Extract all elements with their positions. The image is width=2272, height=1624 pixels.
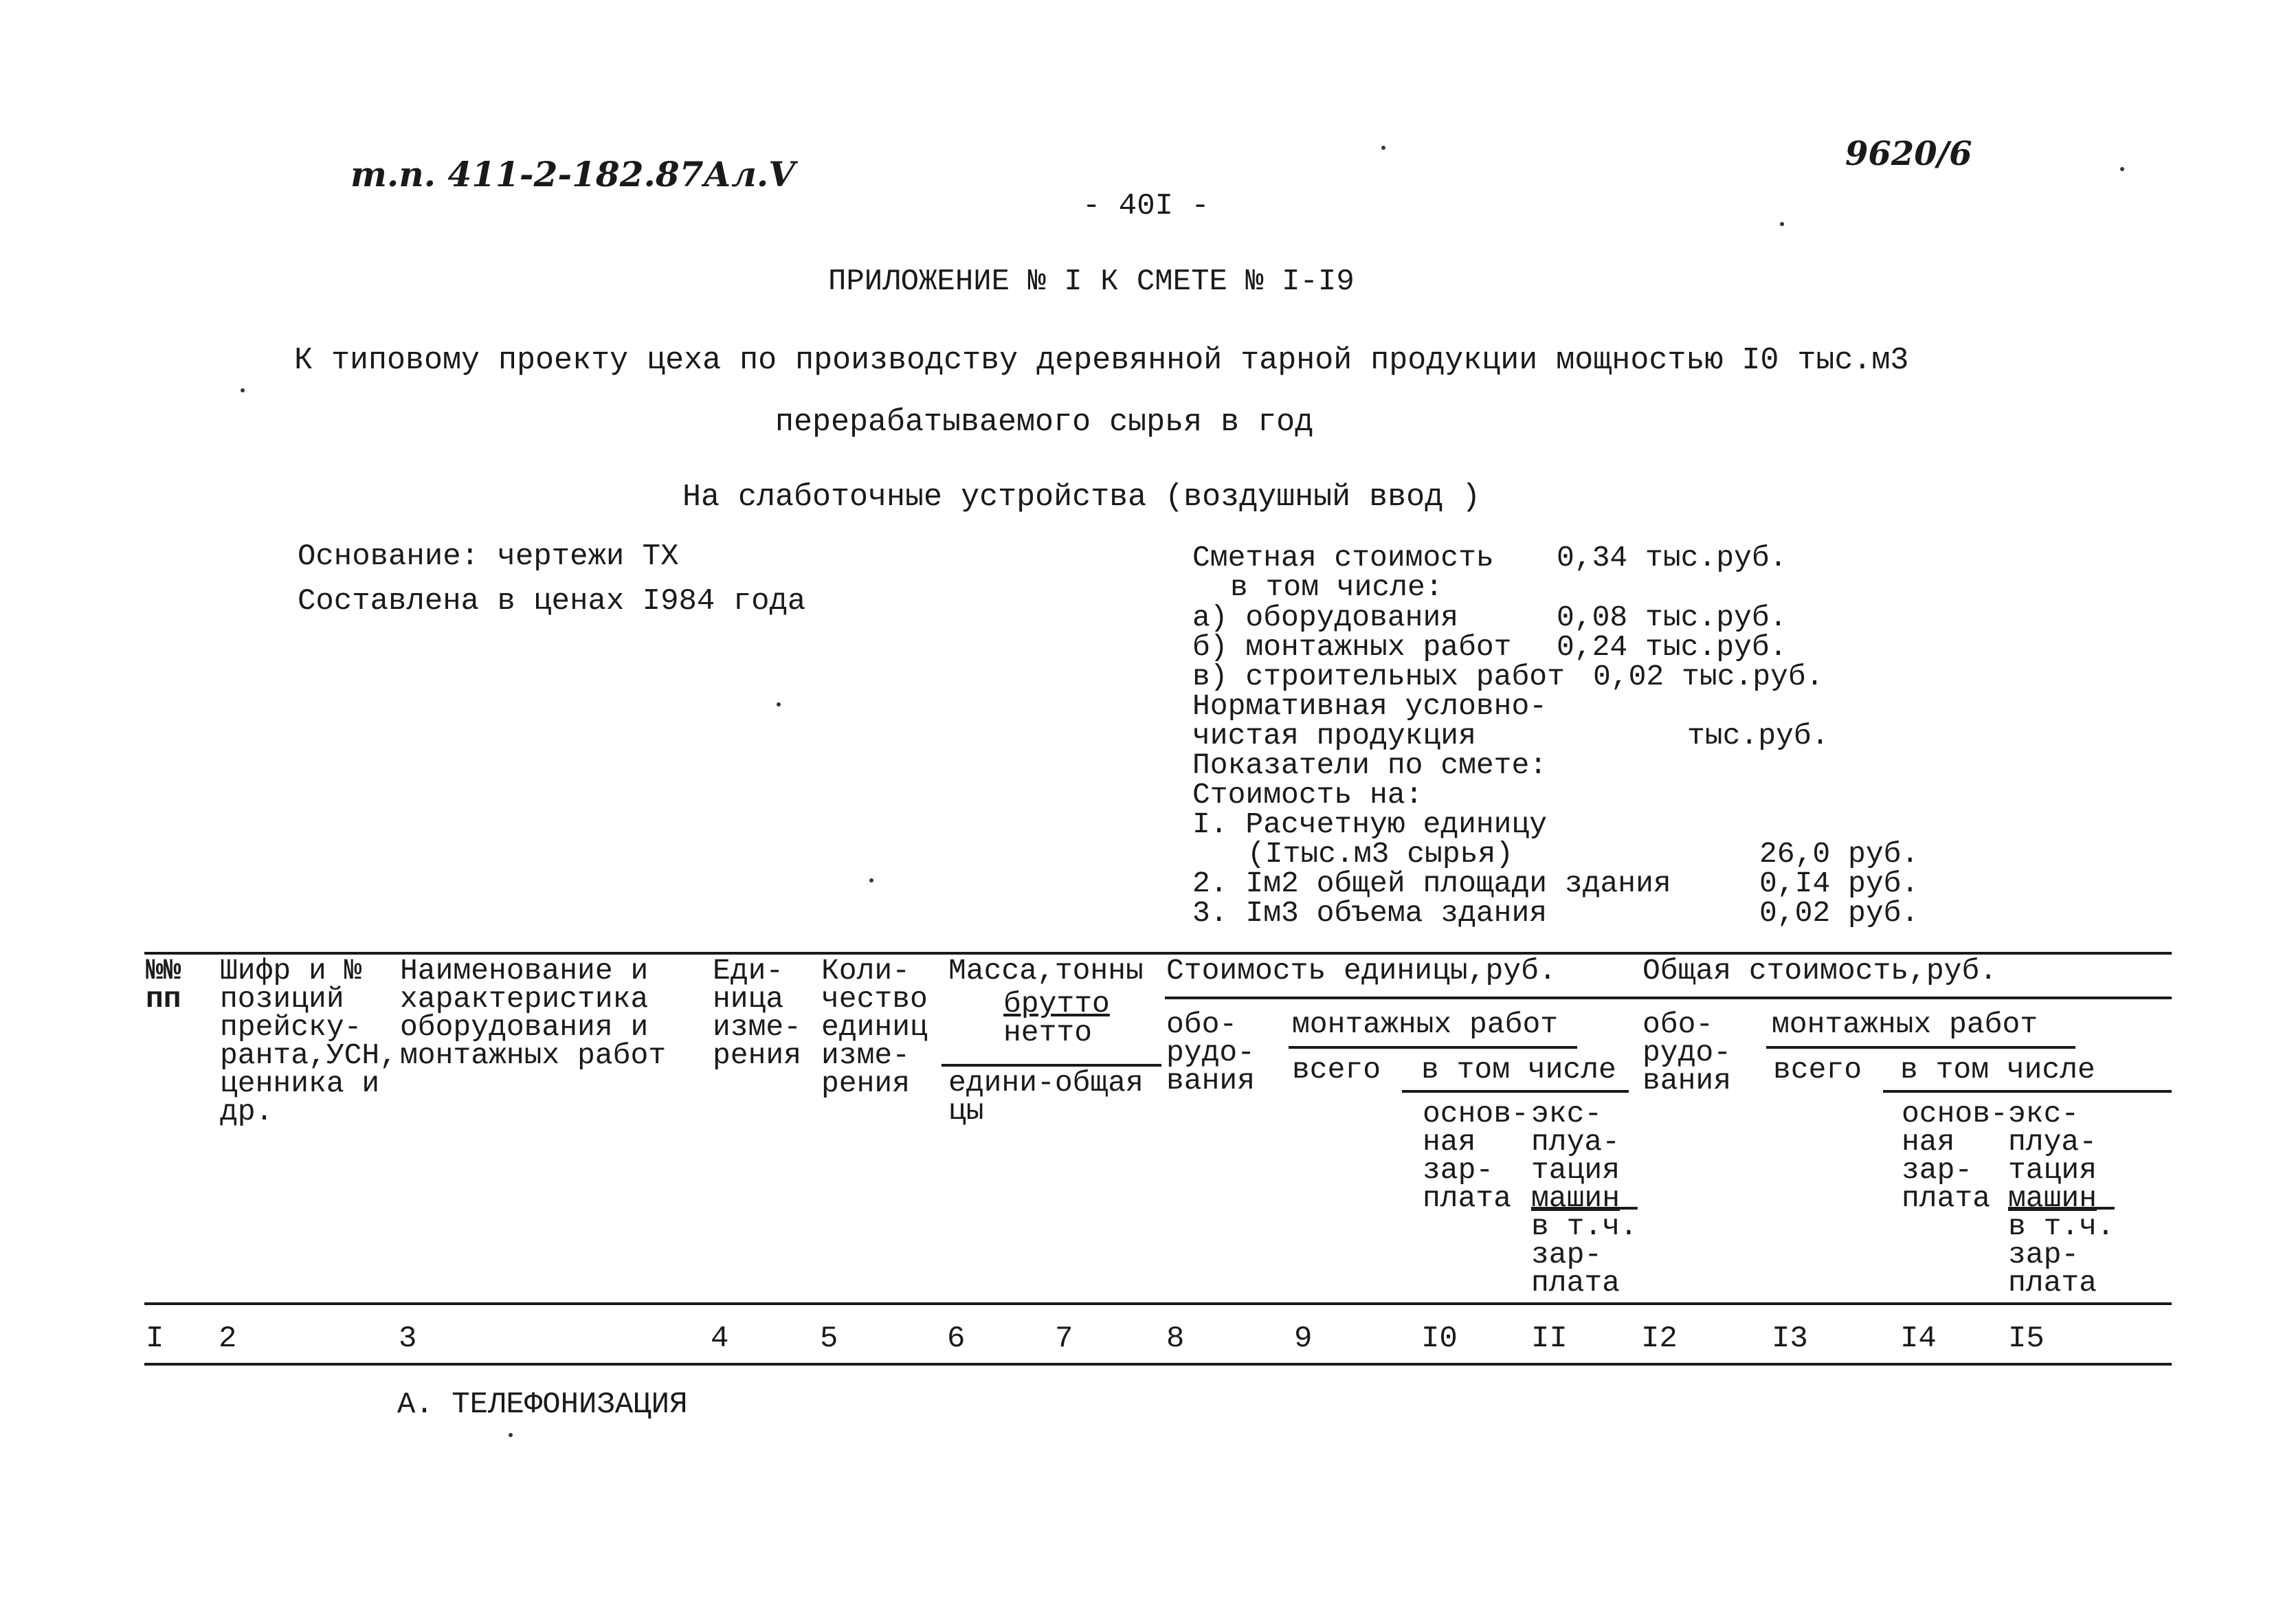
col-number-12: I2	[1641, 1322, 1678, 1356]
mass-brutto-label: брутто	[1003, 987, 1110, 1021]
col-number-4: 4	[711, 1322, 729, 1356]
scan-speck	[2120, 167, 2124, 171]
total-incl-header: в том числе	[1900, 1053, 2095, 1087]
archive-number: 9620/6	[1845, 135, 1972, 173]
col-number-6: 6	[947, 1322, 966, 1356]
col-number-15: I5	[2008, 1322, 2045, 1356]
appendix-title: ПРИЛОЖЕНИЕ № I К СМЕТЕ № I-I9	[828, 265, 1355, 299]
total-machine-header-d: зар- плата	[2008, 1238, 2097, 1300]
unit-machine-header-c: в т.ч.	[1531, 1210, 1638, 1243]
equipment-cost-label: а) оборудования	[1192, 601, 1459, 634]
total-machine-header-c: в т.ч.	[2008, 1210, 2115, 1243]
indicator-1-unit: (Iтыс.м3 сырья)	[1247, 837, 1514, 871]
col-number-header: №№ пп	[146, 954, 181, 1016]
incl-rule-unit	[1402, 1090, 1629, 1093]
total-machine-header-a: экс- плуа- тация	[2008, 1097, 2097, 1187]
unit-equipment-header: обо- рудо- вания	[1166, 1008, 1256, 1098]
total-basic-wage-header: основ- ная зар- плата	[1902, 1097, 2008, 1215]
project-code: т.п. 411-2-182.87Ал.V	[350, 154, 796, 194]
indicator-2-label: 2. Iм2 общей площади здания	[1192, 867, 1671, 900]
unit-machine-header-d: зар- плата	[1531, 1238, 1621, 1300]
basis-line: Основание: чертежи ТХ	[298, 540, 679, 574]
normative-product-label-2: чистая продукция	[1192, 719, 1476, 753]
project-title-line1: К типовому проекту цеха по производству деревянной тарной продукции мощностью I0 тыс.м3	[294, 343, 1909, 378]
unit-machine-header-a: экс- плуа- тация	[1531, 1097, 1621, 1187]
col-number-11: II	[1531, 1322, 1568, 1356]
scan-speck	[241, 388, 245, 392]
indicators-label: Показатели по смете:	[1192, 748, 1548, 782]
scan-speck	[1780, 222, 1784, 226]
unit-cost-header: Стоимость единицы,руб.	[1166, 954, 1557, 988]
numbers-bottom-rule	[144, 1363, 2172, 1366]
construction-cost-value: 0,02 тыс.руб.	[1593, 660, 1824, 693]
cost-per-label: Стоимость на:	[1192, 778, 1423, 812]
col-number-5: 5	[820, 1322, 838, 1356]
col-code-header: Шифр и № позиций прейску- ранта,УСН, ценника и др.	[220, 954, 398, 1128]
install-rule-unit	[1289, 1046, 1577, 1049]
installation-cost-label: б) монтажных работ	[1192, 630, 1512, 664]
cost-group-rule	[1165, 997, 2172, 999]
indicator-1-value: 26,0 руб.	[1759, 837, 1919, 871]
total-equipment-header: обо- рудо- вания	[1642, 1008, 1732, 1098]
total-cost-value: 0,34 тыс.руб.	[1557, 541, 1787, 575]
indicator-2-value: 0,I4 руб.	[1759, 867, 1919, 900]
col-quantity-header: Коли- чество единиц изме- рения	[821, 954, 928, 1100]
total-cost-header: Общая стоимость,руб.	[1642, 954, 1998, 988]
scan-speck	[509, 1433, 513, 1437]
total-install-header: монтажных работ	[1772, 1008, 2038, 1041]
including-label: в том числе:	[1230, 570, 1443, 604]
construction-cost-label: в) строительных работ	[1192, 660, 1565, 693]
scan-speck	[1381, 146, 1385, 150]
col-number-7: 7	[1055, 1322, 1073, 1356]
total-install-all-header: всего	[1773, 1053, 1862, 1087]
total-cost-label: Сметная стоимость	[1192, 541, 1494, 575]
incl-rule-total	[1883, 1090, 2172, 1093]
total-machine-header-b: машин	[2008, 1181, 2097, 1215]
col-number-3: 3	[399, 1322, 417, 1356]
unit-install-all-header: всего	[1292, 1053, 1381, 1087]
install-rule-total	[1766, 1046, 2075, 1049]
col-number-8: 8	[1166, 1322, 1185, 1356]
unit-machine-header-b: машин	[1531, 1181, 1621, 1215]
unit-basic-wage-header: основ- ная зар- плата	[1423, 1097, 1529, 1215]
header-bottom-rule	[144, 1302, 2172, 1305]
page-number: - 40I -	[1082, 189, 1210, 223]
section-heading: А. ТЕЛЕФОНИЗАЦИЯ	[397, 1388, 688, 1422]
col-unit-header: Еди- ница изме- рения	[713, 954, 802, 1072]
mass-header: Масса,тонны	[948, 954, 1144, 988]
normative-product-label-1: Нормативная условно-	[1192, 689, 1548, 723]
mass-unit-total-label: едини-общая цы	[948, 1066, 1144, 1128]
scan-speck	[869, 878, 873, 882]
indicator-3-label: 3. Iм3 объема здания	[1192, 896, 1548, 930]
unit-install-header: монтажных работ	[1292, 1008, 1559, 1041]
mass-netto-label: нетто	[1003, 1016, 1093, 1049]
col-number-9: 9	[1294, 1322, 1313, 1356]
col-name-header: Наименование и характеристика оборудования и монтажных работ	[400, 954, 667, 1072]
indicator-3-value: 0,02 руб.	[1759, 896, 1919, 930]
col-number-10: I0	[1421, 1322, 1458, 1356]
normative-product-unit: тыс.руб.	[1687, 719, 1829, 753]
equipment-cost-value: 0,08 тыс.руб.	[1557, 601, 1787, 634]
project-title-line2: перерабатываемого сырья в год	[775, 405, 1314, 440]
col-number-2: 2	[219, 1322, 237, 1356]
estimate-subject: На слаботочные устройства (воздушный ввод )	[682, 480, 1481, 515]
col-number-13: I3	[1772, 1322, 1808, 1356]
col-number-14: I4	[1900, 1322, 1937, 1356]
installation-cost-value: 0,24 тыс.руб.	[1557, 630, 1787, 664]
unit-incl-header: в том числе	[1421, 1053, 1616, 1087]
scan-speck	[777, 702, 781, 707]
col-number-1: I	[146, 1322, 164, 1356]
price-level-line: Составлена в ценах I984 года	[298, 584, 806, 619]
indicator-1-label: I. Расчетную единицу	[1192, 808, 1548, 841]
